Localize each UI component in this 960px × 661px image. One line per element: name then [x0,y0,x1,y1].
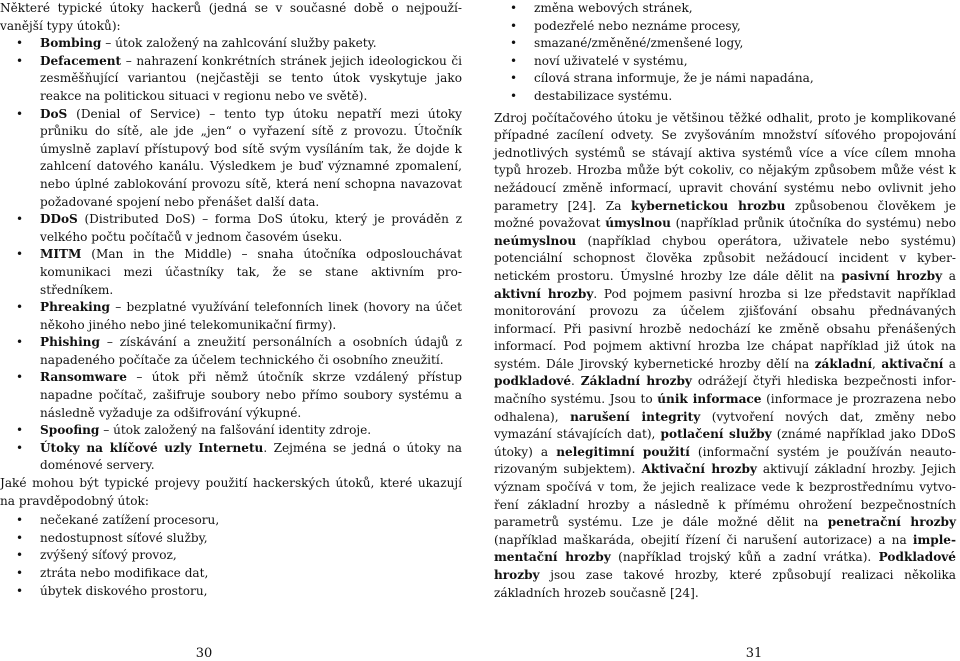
attack-term: Bombing [40,36,102,51]
attack-description: – získávání a zneužití personálních a osobních údajů z napadeného počítače za účelem technického či osobního zneužití. [40,335,462,367]
attack-description: (Man in the Middle) – snaha útočníka odposlouchávat komunikaci mezi účastníky tak, že se stane aktivním pro-středníkem. [40,247,462,297]
symptom-item: • zvýšený síťový provoz, [0,547,462,565]
symptom-item: • podezřelé nebo neznáme procesy, [494,18,956,36]
attack-list [0,35,462,475]
attack-term: Phreaking [40,300,111,315]
attack-item [0,422,462,440]
attack-description: – útok při němž útočník skrze vzdálený přístup napadne počítač, zašifruje soubory nebo přímo soubory systému a následně vyžaduje za odšifrování výkupné. [40,370,462,420]
symptom-item: • nečekané zatížení procesoru, [0,512,462,530]
left-page [0,0,462,600]
symptom-item: • úbytek diskového prostoru, [0,583,462,601]
attack-term: Spoofing [40,423,100,438]
symptom-item: • noví uživatelé v systému, [494,53,956,71]
attack-item [0,35,462,53]
attacks-intro: Některé typické útoky hackerů (jedná se v současné době o nejpouží-vanější typy útoků): [0,1,462,33]
attack-term: DoS [40,106,68,121]
attack-term: Phishing [40,335,100,350]
symptom-list [0,512,462,600]
attack-item [0,106,462,212]
attack-term: Ransomware [40,370,127,385]
symptom-item: • ztráta nebo modifikace dat, [0,565,462,583]
attack-term: Defacement [40,53,122,68]
attack-item [0,246,462,299]
attack-description: (Denial of Service) – tento typ útoku nepatří mezi útoky průniku do sítě, ale jde „jen“ o vyřazení sítě z provozu. Útočník úmyslně zaplaví přístupový bod sítě svým vysíláním tak, že dojde k zahlcení datového kanálu. Výsledkem je buď významné zpomalení, nebo úplné zablokování provozu sítě, která není schopna navazovat požadované spojení nebo přenášet další data. [40,106,462,209]
attack-item [0,334,462,369]
attack-item [0,299,462,334]
symptom-item: • cílová strana informuje, že je námi napadána, [494,70,956,88]
threats-paragraph: Zdroj počítačového útoku je většinou těžké odhalit, proto je komplikované případné zacílení odvety. Se zvyšováním množství síťového propojování jednotlivých systémů se stávají aktiva systémů více a více cílem mnoha typů hrozeb. Hrozba může být cokoliv, co nějakým způsobem může vést k nežádoucí změně informací, upravit chování systému nebo ovlivnit jeho parametry [24]. Za kybernetickou hrozbu způsobenou člověkem je možné považovat úmyslnou (například průnik útočníka do systému) nebo neúmyslnou (například chybou operátora, uživatele nebo systému) potenciální schopnost člověka způsobit nežádoucí incident v kyber-netickém prostoru. Úmyslné hrozby lze dále dělit na pasivní hrozby a aktivní hrozby. Pod pojmem pasivní hrozba si lze představit například monitorování provozu za účelem zjišťování obsahu přednávaných informací. Při pasivní hrozbě nedochází ke změně obsahu přenášených informací. Pod pojmem aktivní hrozba lze chápat například již útok na systém. Dále Jirovský kybernetické hrozby dělí na základní, aktivační a podkladové. Základní hrozby odrážejí čtyři hlediska bezpečnosti infor-mačního systému. Jsou to únik informace (informace je prozrazena nebo odhalena), narušení integrity (vytvoření nových dat, změny nebo vymazání stávajících dat), potlačení služby (známé například jako DDoS útoky) a nelegitimní použití (informační systém je používán neauto-rizovaným subjektem). Aktivační hrozby aktivují základní hrozby. Jejich význam spočívá v tom, že jejich realizace vede k bezprostřednímu vytvo-ření základní hrozby a následně k přímému ohrožení bezpečnostních parametrů systému. Lze je dále možné dělit na penetrační hrozby (například maškaráda, obejití řízení či narušení autorizace) a na imple-mentační hrozby (například trojský kůň a zadní vrátka). Podkladové hrozby jsou zase takové hrozby, které způsobují realizaci několika základních hrozeb současně [24]. [494,110,957,600]
attack-description: . Zejména se jedná o útoky na doménové servery. [40,440,463,473]
attack-item [0,211,462,246]
symptom-item: • nedostupnost síťové služby, [0,530,462,548]
attack-description: – útok založený na falšování identity zdroje. [99,423,372,438]
attack-description: – nahrazení konkrétních stránek jejich ideologickou či zesměšňující variantou (nejčastěji se tento útok vyskytuje jako reakce na politickou situaci v regionu nebo ve světě). [40,53,462,103]
symptom-item: • smazané/změněné/zmenšené logy, [494,35,956,53]
symptom-item: • změna webových stránek, [494,0,956,18]
attack-description: – bezplatné využívání telefonních linek (hovory na účet někoho jiného nebo jiné telekomunikační firmy). [40,300,462,332]
attack-description: – útok založený na zahlcování služby pakety. [101,36,377,51]
attack-item [0,53,462,106]
attack-term: DDoS [40,212,78,227]
symptom-item: • destabilizace systému. [494,88,956,106]
symptoms-question: Jaké mohou být typické projevy použití hackerských útoků, které ukazují na pravděpodobný útok: [0,476,462,508]
right-page [494,0,956,602]
attack-term: Útoky na klíčové uzly Internetu [40,440,264,455]
attack-term: MITM [40,247,82,262]
attack-description: (Distributed DoS) – forma DoS útoku, který je prováděn z velkého počtu počítačů v jednom časovém úseku. [40,212,462,244]
page-number-left: 30 [195,646,213,661]
symptom-list-continued [494,0,956,106]
attack-item [0,369,462,422]
page-number-right: 31 [745,646,763,661]
attack-item [0,440,462,475]
